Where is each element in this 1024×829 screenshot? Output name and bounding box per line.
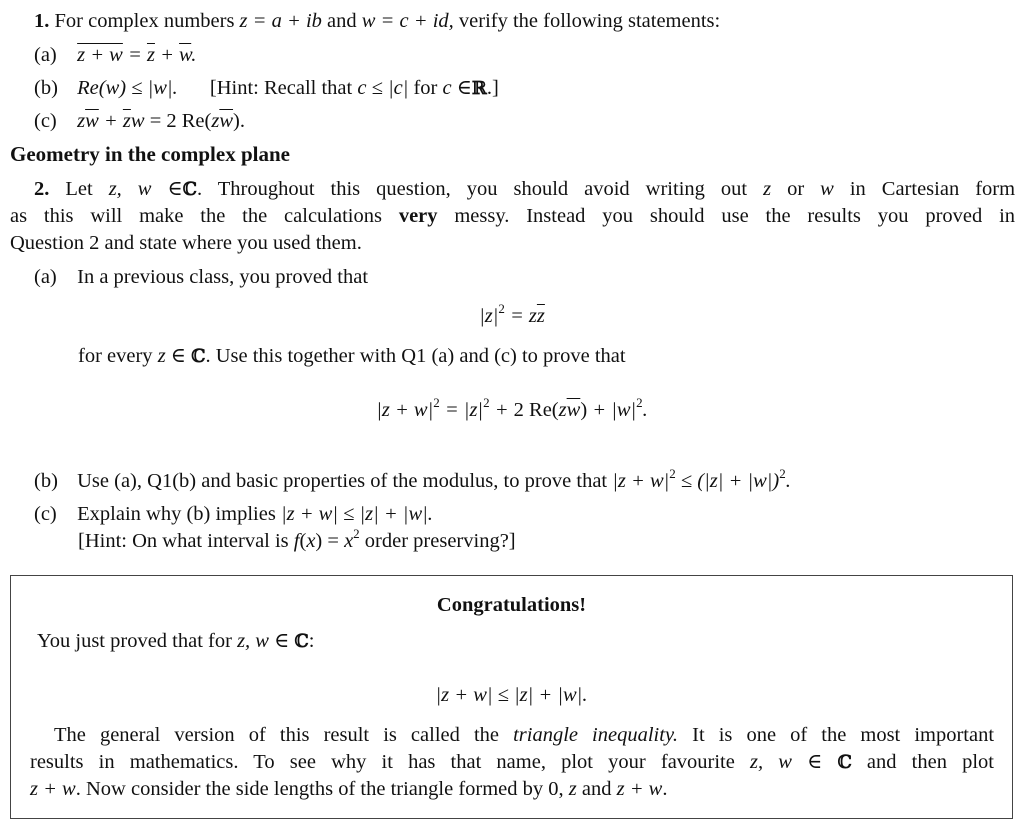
q1-statement: 1. For complex numbers z = a + ib and w = c + id, verify the following statements: <box>34 10 721 32</box>
q1-b-math: Re(w) ≤ |w|. <box>77 77 178 99</box>
q2-part-a-continued: for every z ∈ ℂ. Use this together with Q1 (a) and (c) to prove that <box>78 345 626 367</box>
q1-z-definition: z = a + ib <box>239 10 322 32</box>
modulus-identity: $|z|^2 = z\overline{z}$ <box>479 301 545 327</box>
triangle-inequality-term: triangle inequality. <box>513 724 679 746</box>
q1-c-math: $z\overline{w} + \overline{z}w$ <box>77 110 145 132</box>
box-body-line-3: z + w. Now consider the side lengths of the triangle formed by 0, z and z + w. <box>30 778 668 800</box>
q2-part-c: (c) Explain why (b) implies |z + w| ≤ |z| + |w|. <box>34 503 433 525</box>
box-title: Congratulations! <box>436 594 587 616</box>
q1-a-math: $z + w = \overline{z} + \overline{w}$. <box>77 44 197 66</box>
q1-part-b: (b) Re(w) ≤ |w|. [Hint: Recall that c ≤ |c| for c ∈ℝ.] <box>34 77 499 99</box>
box-proved-line: You just proved that for z, w ∈ ℂ: <box>37 630 315 652</box>
q2-part-c-hint: [Hint: On what interval is $f(x) = x^2$ order preserving?] <box>78 526 516 552</box>
q2-line-2: as this will make the the calculations very messy. Instead you should use the results you proved in <box>10 205 1016 227</box>
q2-number: 2. <box>34 178 50 200</box>
q2-part-b: (b) Use (a), Q1(b) and basic properties of the modulus, to prove that $|z + w|^2 \le (|z| + |w|)^2$. <box>34 466 791 492</box>
q1-part-c: (c) $z\overline{w} + \overline{z}w = 2$ $Re(z\overline{w})$. <box>34 110 245 132</box>
box-body-line-1: The general version of this result is called the triangle inequality. It is one of the most important <box>54 724 995 746</box>
q2-line-1: 2. Let z, w ∈ℂ. Throughout this question, you should avoid writing out z or w in Cartesian form <box>34 178 1016 200</box>
box-body-line-2: results in mathematics. To see why it has that name, plot your favourite z, w ∈ ℂ and then plot <box>30 751 995 773</box>
q1-number: 1. <box>34 10 50 32</box>
q1-w-definition: w = c + id, <box>361 10 454 32</box>
congratulations-box <box>10 575 1013 819</box>
q1-part-a: (a) $z + w = \overline{z} + \overline{w}$. <box>34 44 197 66</box>
q1-b-hint: [Hint: Recall that c ≤ |c| for c ∈ℝ.] <box>209 77 499 99</box>
triangle-inequality-formula: |z + w| ≤ |z| + |w|. <box>435 684 588 706</box>
expansion-formula: $|z + w|^2 = |z|^2 + 2$ $Re(z\overline{w}) + |w|^2$. <box>376 395 648 421</box>
q2-line-3: Question 2 and state where you used them. <box>10 232 362 254</box>
q2-part-a: (a) In a previous class, you proved that <box>34 266 369 288</box>
section-heading: Geometry in the complex plane <box>10 142 290 166</box>
